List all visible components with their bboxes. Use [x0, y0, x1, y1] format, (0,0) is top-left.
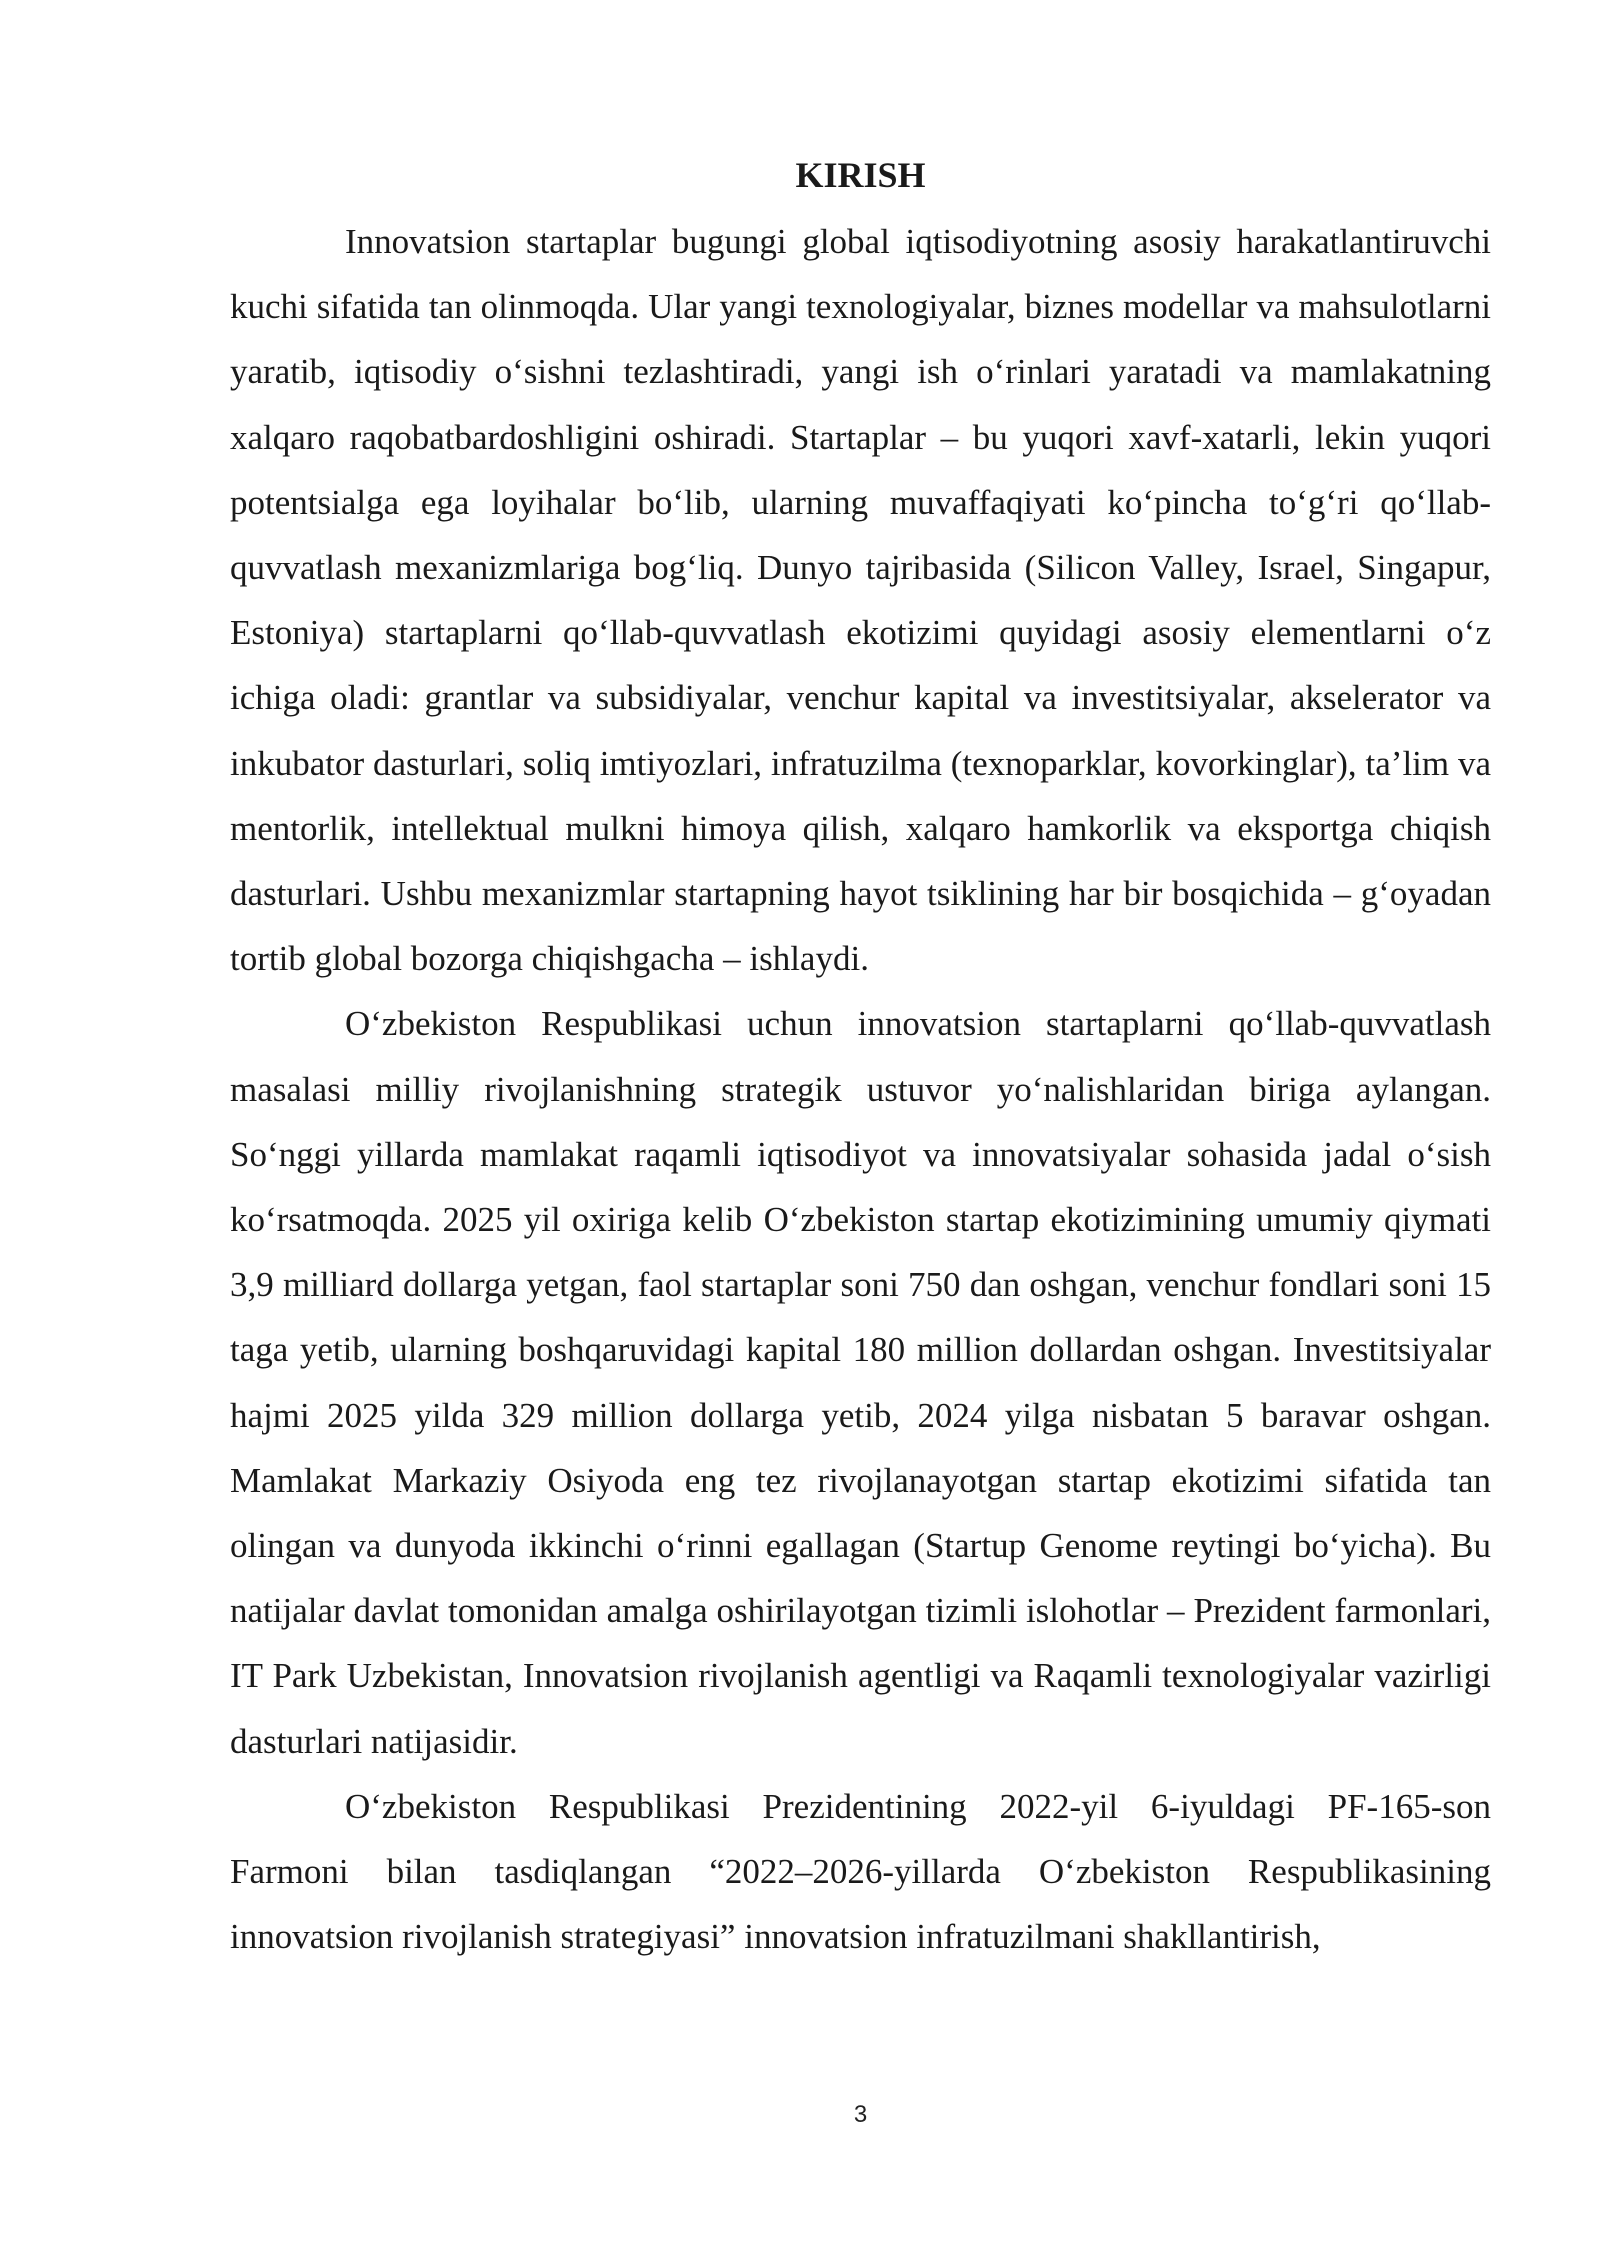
section-title: KIRISH: [795, 155, 926, 195]
paragraph-3: O‘zbekiston Respublikasi Prezidentining 2022-yil 6-iyuldagi PF-165-son Farmoni bilan tasdiqlangan “2022–2026-yillarda O‘zbekiston Respublikasining innovatsion rivojlanish strategiyasi” innovatsion infratuzilmani shakllantirish,: [230, 1786, 1491, 1957]
document-page: [230, 0, 1491, 2262]
paragraph-2: O‘zbekiston Respublikasi uchun innovatsion startaplarni qo‘llab-quvvatlash masalasi milliy rivojlanishning strategik ustuvor yo‘nalishlaridan biriga aylangan. So‘nggi yillarda mamlakat raqamli iqtisodiyot va innovatsiyalar sohasida jadal o‘sish ko‘rsatmoqda. 2025 yil oxiriga kelib O‘zbekiston startap ekotizimining umumiy qiymati 3,9 milliard dollarga yetgan, faol startaplar soni 750 dan oshgan, venchur fondlari soni 15 taga yetib, ularning boshqaruvidagi kapital 180 million dollardan oshgan. Investitsiyalar hajmi 2025 yilda 329 million dollarga yetib, 2024 yilga nisbatan 5 baravar oshgan. Mamlakat Markaziy Osiyoda eng tez rivojlanayotgan startap ekotizimi sifatida tan olingan va dunyoda ikkinchi o‘rinni egallagan (Startup Genome reytingi bo‘yicha). Bu natijalar davlat tomonidan amalga oshirilayotgan tizimli islohotlar – Prezident farmonlari, IT Park Uzbekistan, Innovatsion rivojlanish agentligi va Raqamli texnologiyalar vazirligi dasturlari natijasidir.: [230, 1004, 1491, 1761]
body-text: [230, 209, 1491, 1969]
page-number: 3: [853, 2101, 868, 2128]
paragraph-1: Innovatsion startaplar bugungi global iqtisodiyotning asosiy harakatlantiruvchi kuchi sifatida tan olinmoqda. Ular yangi texnologiyalar, biznes modellar va mahsulotlarni yaratib, iqtisodiy o‘sishni tezlashtiradi, yangi ish o‘rinlari yaratadi va mamlakatning xalqaro raqobatbardoshligini oshiradi. Startaplar – bu yuqori xavf-xatarli, lekin yuqori potentsialga ega loyihalar bo‘lib, ularning muvaffaqiyati ko‘pincha to‘g‘ri qo‘llab-quvvatlash mexanizmlariga bog‘liq. Dunyo tajribasida (Silicon Valley, Israel, Singapur, Estoniya) startaplarni qo‘llab-quvvatlash ekotizimi quyidagi asosiy elementlarni o‘z ichiga oladi: grantlar va subsidiyalar, venchur kapital va investitsiyalar, akselerator va inkubator dasturlari, soliq imtiyozlari, infratuzilma (texnoparklar, kovorkinglar), ta’lim va mentorlik, intellektual mulkni himoya qilish, xalqaro hamkorlik va eksportga chiqish dasturlari. Ushbu mexanizmlar startapning hayot tsiklining har bir bosqichida – g‘oyadan tortib global bozorga chiqishgacha – ishlaydi.: [230, 222, 1491, 979]
